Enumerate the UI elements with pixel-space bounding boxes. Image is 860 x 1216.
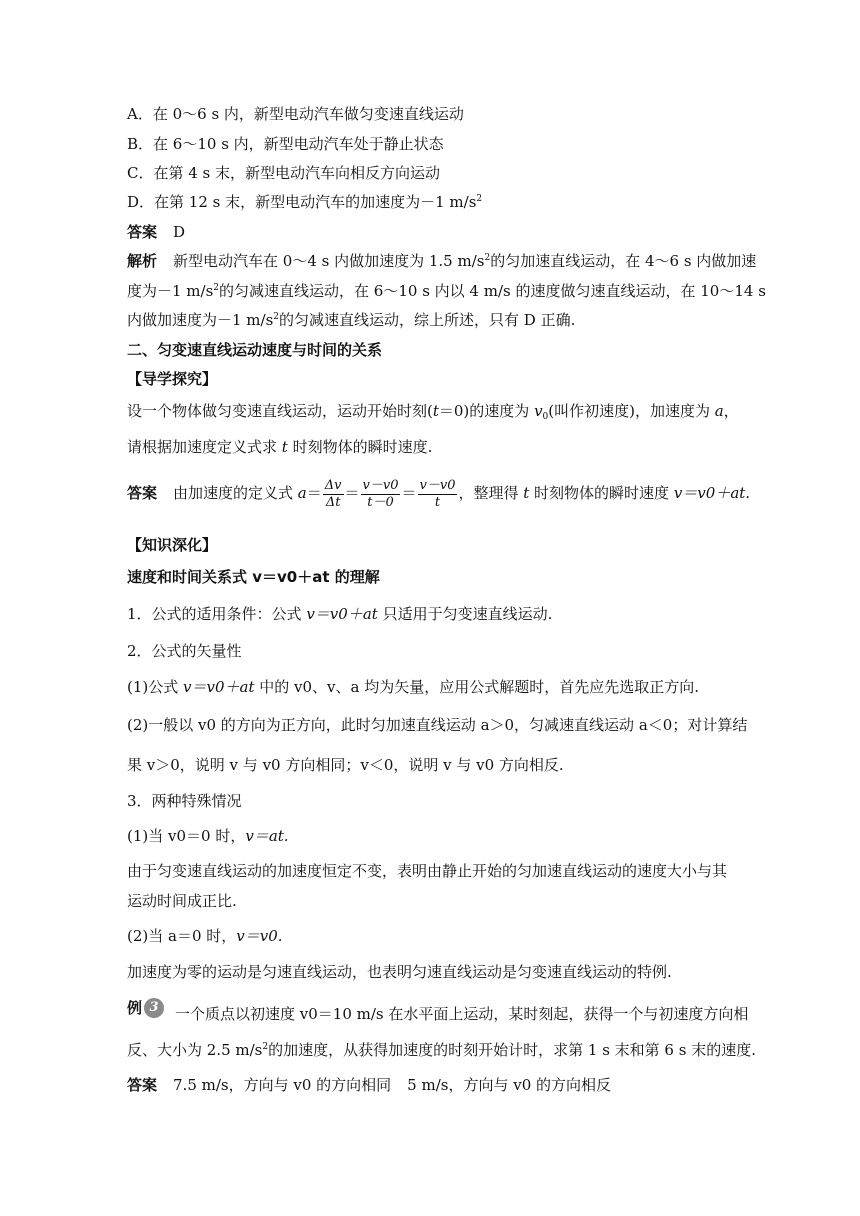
answer-3 <box>127 1075 611 1095</box>
knowledge-i31-formula: v＝at. <box>245 827 289 845</box>
analysis-l1-a: 新型电动汽车在 0～4 s 内做加速度为 1.5 m/s <box>173 252 485 270</box>
guide-p2-a: 请根据加速度定义式求 <box>127 438 282 456</box>
knowledge-item-3-2 <box>127 926 283 946</box>
knowledge-i21-a: (1)公式 <box>127 678 184 696</box>
answer-3-v2: 5 m/s，方向与 v0 的方向相反 <box>407 1076 612 1094</box>
answer-2-eq-2: ＝ <box>344 484 360 502</box>
guide-p2-t: t <box>281 438 288 456</box>
analysis-l3-b: 的匀减速直线运动，综上所述，只有 D 正确. <box>279 311 576 329</box>
guide-p1-sub: 0 <box>542 412 549 422</box>
answer-2-formula: v＝v0＋at. <box>673 484 751 502</box>
analysis-l2-b: 的匀减速直线运动，在 6～10 s 内以 4 m/s 的速度做匀速直线运动，在 10～14 s <box>219 282 766 300</box>
knowledge-item-3-2-para: 加速度为零的运动是匀速直线运动，也表明匀速直线运动是匀变速直线运动的特例. <box>127 963 672 981</box>
analysis-label: 解析 <box>127 252 158 270</box>
analysis-l1-sup: 2 <box>484 253 491 263</box>
guide-p2-b: 时刻物体的瞬时速度. <box>287 438 433 456</box>
answer-2-mid: ，整理得 <box>458 484 524 502</box>
fraction-2-num: v－v0 <box>362 477 399 493</box>
analysis-l2-a: 度为－1 m/s <box>127 282 214 300</box>
answer-1-label: 答案 <box>127 223 158 241</box>
guide-p1-v: v <box>534 402 543 420</box>
example-label-text: 例 <box>127 999 143 1017</box>
knowledge-i21-formula: v＝v0＋at <box>183 678 255 696</box>
knowledge-label: 【知识深化】 <box>127 536 218 554</box>
answer-3-label: 答案 <box>127 1076 158 1094</box>
example-number-badge: 3 <box>144 998 164 1018</box>
guide-p1-d: ， <box>723 402 739 420</box>
knowledge-item-1 <box>127 604 552 624</box>
knowledge-i1-a: 1．公式的适用条件：公式 <box>127 605 307 623</box>
fraction-3-den: t <box>434 494 441 510</box>
knowledge-item-2: 2．公式的矢量性 <box>127 642 242 660</box>
knowledge-i31-a: (1)当 v0＝0 时， <box>127 827 246 845</box>
guide-p1-t: t <box>432 402 439 420</box>
guide-p1-a: 设一个物体做匀变速直线运动，运动开始时刻( <box>127 402 433 420</box>
fraction-1-den: Δt <box>325 494 341 510</box>
option-d-sup: 2 <box>476 194 483 204</box>
answer-3-v1: 7.5 m/s，方向与 v0 的方向相同 <box>173 1076 392 1094</box>
knowledge-item-3-1-para-1: 由于匀变速直线运动的加速度恒定不变，表明由静止开始的匀加速直线运动的速度大小与其 <box>127 862 728 880</box>
knowledge-item-2-2-line-2: 果 v＞0，说明 v 与 v0 方向相同；v＜0，说明 v 与 v0 方向相反. <box>127 756 564 774</box>
guide-para-1 <box>127 401 739 421</box>
knowledge-item-2-1 <box>127 677 699 697</box>
example-line-2 <box>127 1040 756 1060</box>
answer-2-a: a <box>297 484 307 502</box>
answer-2-eq-3: ＝ <box>401 484 417 502</box>
example-l2-a: 反、大小为 2.5 m/s <box>127 1041 263 1059</box>
example-l2-sup: 2 <box>262 1042 269 1052</box>
fraction-1-num: Δv <box>324 477 342 493</box>
analysis-line-2 <box>127 281 766 301</box>
example-line-1: 一个质点以初速度 v0＝10 m/s 在水平面上运动，某时刻起，获得一个与初速度方向相 <box>175 1005 749 1023</box>
guide-p1-c: (叫作初速度)，加速度为 <box>548 402 715 420</box>
answer-2-pre: 由加速度的定义式 <box>173 484 298 502</box>
answer-1 <box>127 222 185 242</box>
fraction-2-den: t－0 <box>367 494 394 510</box>
example-label <box>127 998 164 1018</box>
option-b: B．在 6～10 s 内，新型电动汽车处于静止状态 <box>127 135 444 153</box>
answer-2 <box>127 473 750 513</box>
guide-label: 【导学探究】 <box>127 370 218 388</box>
guide-p1-acc: a <box>714 402 724 420</box>
analysis-l3-sup: 2 <box>273 312 280 322</box>
option-a: A．在 0～6 s 内，新型电动汽车做匀变速直线运动 <box>127 105 464 123</box>
analysis-line-1 <box>127 251 756 271</box>
fraction-3-num: v－v0 <box>419 477 456 493</box>
knowledge-item-3-1-para-2: 运动时间成正比. <box>127 892 237 910</box>
fraction-2 <box>361 478 401 511</box>
knowledge-i32-formula: v＝v0. <box>236 927 283 945</box>
fraction-3 <box>418 478 458 511</box>
answer-1-value: D <box>173 223 186 241</box>
option-d <box>127 192 482 212</box>
knowledge-subtitle: 速度和时间关系式 v＝v0＋at 的理解 <box>127 568 380 586</box>
knowledge-item-3-1 <box>127 826 289 846</box>
knowledge-i1-formula: v＝v0＋at <box>306 605 378 623</box>
fraction-1 <box>323 478 344 511</box>
knowledge-item-3: 3．两种特殊情况 <box>127 792 242 810</box>
guide-para-2 <box>127 437 432 457</box>
answer-2-eq-1: ＝ <box>306 484 322 502</box>
analysis-l3-a: 内做加速度为－1 m/s <box>127 311 274 329</box>
example-l2-b: 的加速度，从获得加速度的时刻开始计时，求第 1 s 末和第 6 s 末的速度. <box>268 1041 756 1059</box>
knowledge-item-2-2-line-1: (2)一般以 v0 的方向为正方向，此时匀加速直线运动 a＞0，匀减速直线运动 a＜0；对计算结 <box>127 716 748 734</box>
analysis-line-3 <box>127 310 575 330</box>
knowledge-i21-b: 中的 v0、v、a 均为矢量，应用公式解题时，首先应先选取正方向. <box>254 678 700 696</box>
answer-2-label: 答案 <box>127 484 158 502</box>
analysis-l1-b: 的匀加速直线运动，在 4～6 s 内做加速 <box>490 252 757 270</box>
knowledge-i1-b: 只适用于匀变速直线运动. <box>377 605 553 623</box>
option-c: C．在第 4 s 末，新型电动汽车向相反方向运动 <box>127 164 441 182</box>
knowledge-i32-a: (2)当 a＝0 时， <box>127 927 237 945</box>
section-title: 二、匀变速直线运动速度与时间的关系 <box>127 341 383 359</box>
answer-2-mid2: 时刻物体的瞬时速度 <box>529 484 674 502</box>
answer-2-t: t <box>523 484 530 502</box>
analysis-l2-sup: 2 <box>213 283 220 293</box>
guide-p1-b: ＝0)的速度为 <box>438 402 535 420</box>
option-d-text: D．在第 12 s 末，新型电动汽车的加速度为－1 m/s <box>127 193 477 211</box>
